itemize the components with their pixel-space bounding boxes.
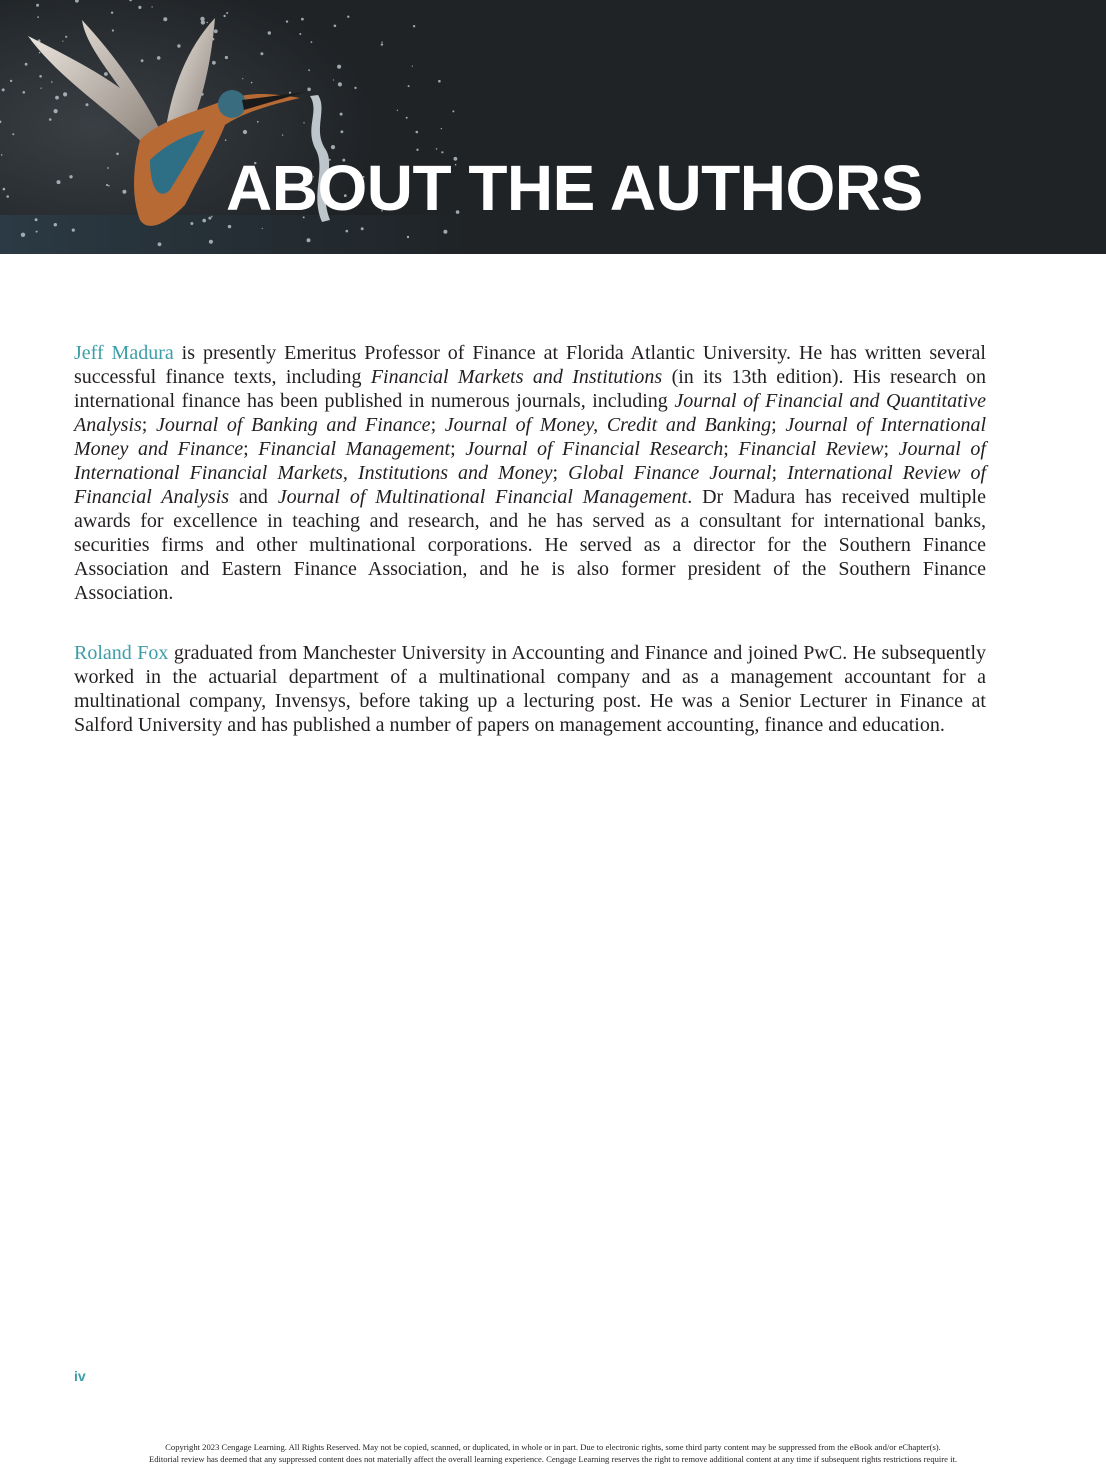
bio-text (74, 642, 986, 736)
author-name: Roland Fox (74, 642, 169, 664)
page-title: ABOUT THE AUTHORS (226, 152, 923, 224)
bio-segment: ; (141, 414, 156, 436)
italic-title: Journal of Banking and Finance (156, 414, 431, 436)
bio-segment: graduated from Manchester University in Accounting and Finance and joined PwC. He subsequently worked in the actuarial department of a multinational company and as a management accountant for a multinational company, Invensys, before taking up a lecturing post. He was a Senior Lecturer in Finance at Salford University and has published a number of papers on management accounting, finance and education. (74, 642, 986, 736)
bio-segment: ; (450, 438, 466, 460)
author-name: Jeff Madura (74, 342, 174, 364)
italic-title: Financial Review (738, 438, 884, 460)
author-bio-roland-fox (74, 641, 986, 737)
page-number: iv (74, 1368, 86, 1384)
bio-segment: ; (883, 438, 899, 460)
bio-segment: ; (243, 438, 259, 460)
header-banner (0, 0, 1106, 254)
bio-segment: (in its 13th edition). His research on international finance has been published in numerous journals, including (74, 366, 986, 412)
bio-segment: . Dr Madura has received multiple awards for excellence in teaching and research, and he has served as a consultant for international banks, securities firms and other multinational corporations. He served as a director for the Southern Finance Association and Eastern Finance Association, and he is also former president of the Southern Finance Association. (74, 486, 986, 604)
bio-segment: ; (430, 414, 445, 436)
italic-title: Journal of International Financial Markets, Institutions and Money (74, 438, 986, 484)
bio-segment: is presently Emeritus Professor of Finance at Florida Atlantic University. He has written several successful finance texts, including (74, 342, 986, 388)
italic-title: Journal of Financial Research (465, 438, 724, 460)
italic-title: Journal of International Money and Finance (74, 414, 987, 460)
bio-segment: ; (771, 414, 786, 436)
bio-segment: ; (771, 462, 788, 484)
copyright-line: Editorial review has deemed that any suppressed content does not materially affect the overall learning experience. Cengage Learning reserves the right to remove additional content at any time if subsequent rights restrictions require it. (148, 1454, 958, 1464)
author-bio-jeff-madura (74, 341, 986, 605)
italic-title: Journal of Money, Credit and Banking (444, 414, 772, 436)
bio-segment: and (229, 486, 278, 508)
italic-title: Journal of Multinational Financial Management (277, 486, 688, 508)
bio-segment: ; (723, 438, 739, 460)
italic-title: Financial Management (258, 438, 451, 460)
copyright-notice (0, 1441, 1106, 1465)
italic-title: International Review of Financial Analysis (74, 462, 987, 508)
bio-text (74, 342, 986, 604)
bio-segment: ; (552, 462, 569, 484)
italic-title: Global Finance Journal (568, 462, 772, 484)
italic-title: Journal of Financial and Quantitative Analysis (74, 390, 986, 436)
italic-title: Financial Markets and Institutions (370, 366, 663, 388)
copyright-line: Copyright 2023 Cengage Learning. All Rights Reserved. May not be copied, scanned, or duplicated, in whole or in part. Due to electronic rights, some third party content may be suppressed from the eBook and/or eChapter(s). (165, 1442, 941, 1452)
